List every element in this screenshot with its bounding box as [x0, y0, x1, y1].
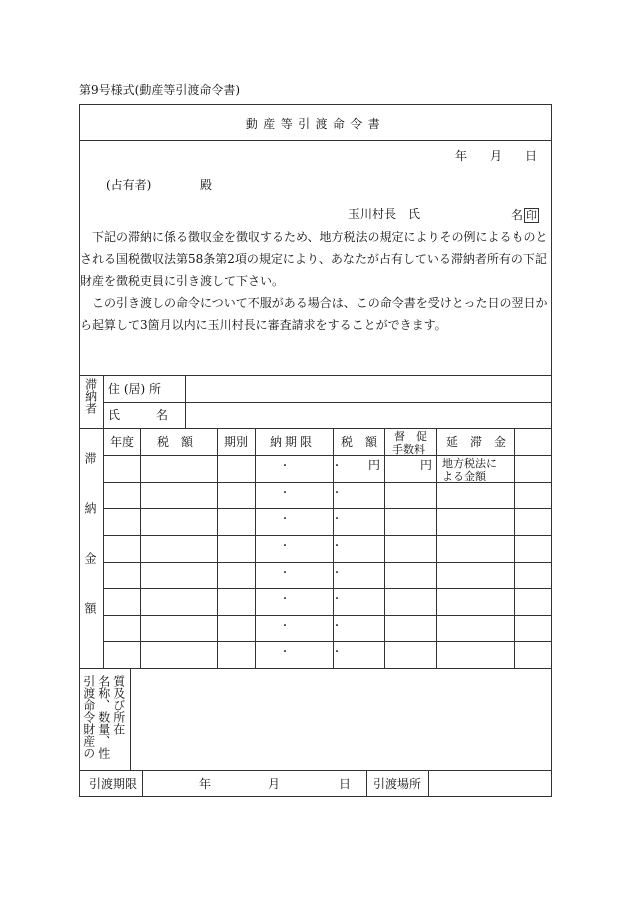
row-line [103, 562, 552, 563]
row-line [103, 588, 552, 589]
footer-divider-3 [428, 770, 429, 797]
deadline-year: 年 [199, 777, 212, 791]
footer-divider-2 [366, 770, 367, 797]
header-delinquency: 延 滞 金 [446, 435, 507, 449]
due-date-placeholder: ・ ・ [280, 568, 358, 579]
amount-table-bottom-line [79, 668, 552, 669]
col-line [514, 428, 515, 668]
row-line [103, 455, 552, 456]
property-label-col2: 名称、数量、性 [96, 675, 111, 759]
header-period: 期別 [224, 435, 249, 449]
fee-unit: 円 [420, 458, 433, 472]
header-tax-item: 税 額 [157, 435, 194, 449]
deadline-month: 月 [268, 777, 281, 791]
address-label: 住 (居) 所 [108, 382, 161, 396]
form-number-label: 第9号様式(動産等引渡命令書) [79, 83, 240, 97]
delinquent-label: 滞納者 [83, 378, 98, 414]
property-divider [130, 668, 131, 770]
place-label: 引渡場所 [373, 777, 422, 791]
col-line [436, 428, 437, 668]
date-month: 月 [490, 149, 503, 163]
delinquent-bottom-line [79, 428, 552, 429]
title-divider [79, 140, 552, 141]
due-date-placeholder: ・ ・ [280, 541, 358, 552]
due-date-placeholder: ・ ・ [280, 514, 358, 525]
col-line [217, 428, 218, 668]
col-line [384, 428, 385, 668]
row-line [103, 615, 552, 616]
col-line [103, 428, 104, 668]
document-title: 動産等引渡命令書 [245, 117, 386, 131]
tax-amount-unit: 円 [368, 458, 381, 472]
col-line [140, 428, 141, 668]
date-year: 年 [455, 149, 468, 163]
notice-body [80, 226, 548, 336]
seal-mark: 印 [526, 209, 538, 222]
delinquency-note-line1: 地方税法に [442, 457, 497, 470]
row-line [103, 508, 552, 509]
footer-divider-1 [142, 770, 143, 797]
due-date-placeholder: ・ ・ [280, 594, 358, 605]
header-fee-line2: 手数料 [392, 443, 425, 456]
due-date-placeholder: ・ ・ [280, 647, 358, 658]
recipient-honorific: 殿 [200, 178, 213, 192]
due-date-placeholder: ・ ・ [280, 461, 358, 472]
recipient-label: (占有者) [106, 178, 152, 192]
header-tax-amount: 税 額 [341, 435, 378, 449]
delinquent-value-divider [185, 375, 186, 428]
notice-paragraph-2: この引き渡しの命令について不服がある場合は、この命令書を受けとった日の翌日から起算して3箇月以内に玉川村長に審査請求をすることができます。 [80, 296, 548, 332]
issuer-signature [511, 208, 539, 223]
date-day: 日 [525, 149, 538, 163]
col-line [255, 428, 256, 668]
row-line [103, 641, 552, 642]
header-due-date: 納期限 [270, 435, 316, 449]
header-fee-line1: 督 促 [394, 430, 427, 443]
amount-side-label: 滞納金額 [83, 452, 97, 652]
due-date-placeholder: ・ ・ [280, 621, 358, 632]
delinquency-note-line2: よる金額 [442, 470, 486, 483]
delinquent-label-divider [103, 375, 104, 428]
form-frame [79, 104, 552, 797]
issuer-name-suffix: 名 [511, 208, 524, 222]
property-label-col3: 質及び所在 [111, 675, 126, 735]
issuer-name: 玉川村長 氏 [348, 207, 421, 221]
property-bottom-line [79, 770, 552, 771]
name-label: 氏 名 [108, 408, 169, 422]
notice-paragraph-1: 下記の滞納に係る徴収金を徴収するため、地方税法の規定によりその例によるものとされる国税徴収法第58条第2項の規定により、あなたが占有している滞納者所有の下記財産を徴税吏員に引き渡して下さい。 [80, 230, 548, 288]
delinquent-mid-line [103, 402, 552, 403]
due-date-placeholder: ・ ・ [280, 488, 358, 499]
property-label-col1: 引渡命令財産の [81, 675, 96, 759]
row-line [103, 535, 552, 536]
deadline-label: 引渡期限 [89, 777, 138, 791]
deadline-day: 日 [339, 777, 352, 791]
header-year: 年度 [110, 435, 135, 449]
delinquent-top-line [79, 375, 552, 376]
